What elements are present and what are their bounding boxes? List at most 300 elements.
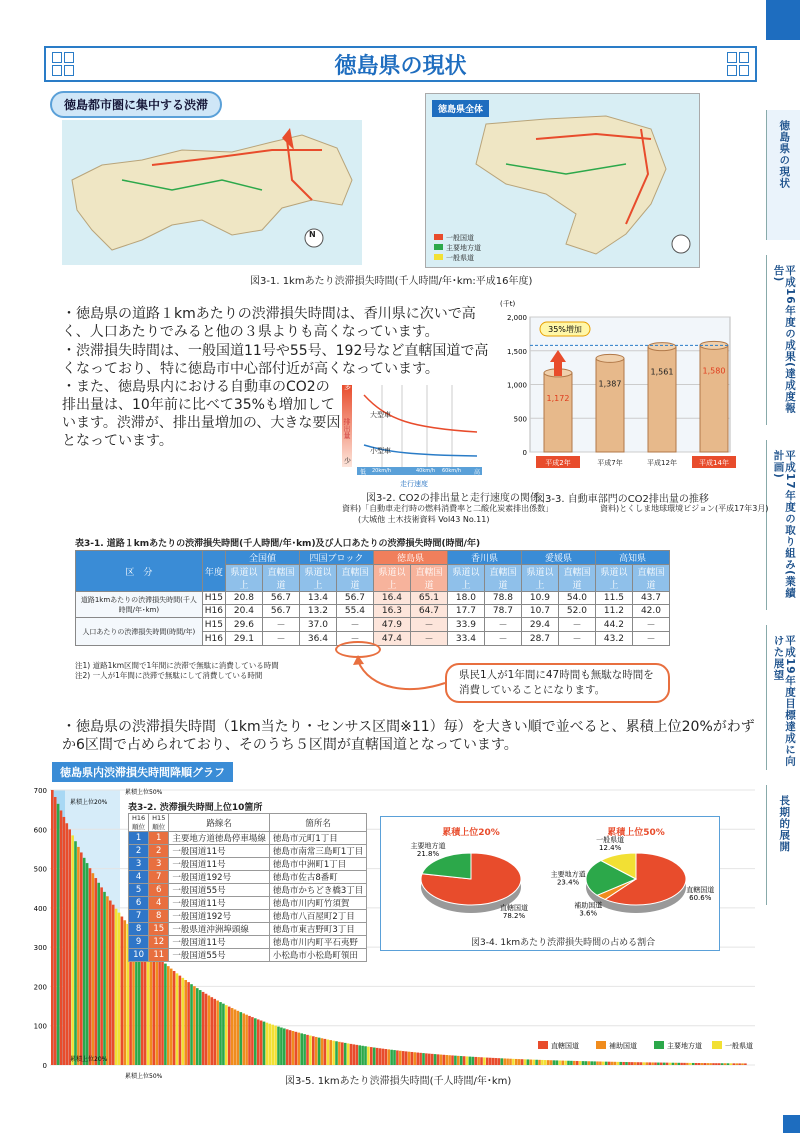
bar: [370, 1047, 373, 1065]
cell-value: 29.4: [521, 618, 558, 632]
bar: [60, 810, 63, 1065]
cell-value: 78.7: [484, 605, 521, 618]
bar: [445, 1055, 448, 1065]
bar: [225, 1005, 228, 1065]
fig32-xtick: 高: [474, 469, 481, 476]
bar: [216, 1001, 219, 1065]
fig32-caption: 図3-2. CO2の排出量と走行速度の関係: [366, 493, 540, 504]
bar: [704, 1063, 707, 1065]
sidebar-tab-h17[interactable]: [766, 440, 800, 610]
y-tick: 0: [522, 449, 527, 457]
bar: [561, 1061, 564, 1065]
bar: [440, 1055, 443, 1065]
fig32-xtick: 20km/h: [372, 468, 391, 474]
fig34-caption: 図3-4. 1kmあたり渋滞損失時間の占める割合: [471, 938, 656, 948]
bar: [54, 797, 57, 1065]
bar: [68, 829, 71, 1065]
cell-value: 一般県道沖洲埠頭線: [169, 923, 270, 936]
bar: [364, 1046, 367, 1065]
bar: [585, 1061, 588, 1065]
bar: [144, 944, 147, 1065]
fig33-svg: [495, 292, 745, 482]
bar: [483, 1057, 486, 1065]
bar: [602, 1062, 605, 1065]
cell-value: 一般国道192号: [169, 910, 270, 923]
sidebar-tab-label: 平成17年度の取り組み(業績計画): [772, 450, 797, 599]
sidebar-tab-label: 徳島県の現状: [778, 120, 791, 189]
y-tick: 300: [33, 944, 47, 953]
bar: [535, 1060, 538, 1065]
cell-value: 43.7: [632, 592, 669, 605]
bar: [242, 1013, 245, 1065]
bar: [422, 1053, 425, 1065]
cell-value: 52.0: [558, 605, 595, 618]
bar: [643, 1062, 646, 1065]
bar: [71, 835, 74, 1065]
bar: [466, 1056, 469, 1065]
bar: [202, 992, 205, 1065]
cell-value: 33.9: [447, 618, 484, 632]
map-section-pill: 徳島都市圏に集中する渋滞: [50, 91, 222, 118]
bar: [419, 1053, 422, 1065]
fig32-ytop: 多: [344, 383, 351, 391]
bar: [712, 1063, 715, 1065]
sidebar-tab-label: 長期的展開: [778, 795, 791, 853]
bar: [733, 1063, 736, 1065]
bar: [489, 1058, 492, 1065]
bar: [498, 1058, 501, 1065]
page-title: 徳島県の現状: [334, 53, 467, 79]
bar: [324, 1039, 327, 1065]
bar: [51, 790, 54, 1065]
cell-year: H15: [202, 618, 225, 632]
col-national: 全国値: [225, 551, 299, 565]
bar: [190, 984, 193, 1065]
sidebar-tab-h16[interactable]: [766, 255, 800, 425]
bar: [443, 1055, 446, 1065]
bar: [414, 1052, 417, 1065]
bar-top: [700, 341, 728, 349]
cell-value: 徳島市南常三島町1丁目: [269, 845, 366, 858]
legend-swatch: [654, 1041, 664, 1049]
bullet-2: ・渋滞損失時間は、一般国道11号や55号、192号など直轄国道で高くなっており、特に徳島市中心部付近が高くなっています。: [62, 343, 489, 377]
cell-value: 一般国道11号: [169, 858, 270, 871]
bar: [680, 1063, 683, 1065]
cell-value: 10.9: [521, 592, 558, 605]
bar: [347, 1043, 350, 1065]
col-route: 路線名: [169, 814, 270, 832]
legend-major: 主要地方道: [446, 244, 481, 252]
sub-header: 県道以上: [595, 565, 632, 592]
cell-value: 55.4: [336, 605, 373, 618]
slice-label-line: 78.2%: [502, 911, 526, 920]
bar: [309, 1036, 312, 1065]
cell-value: 18.0: [447, 592, 484, 605]
table31: [75, 550, 670, 646]
bar: [57, 804, 60, 1065]
fig35-header: 徳島県内渋滞損失時間降順グラフ: [52, 762, 233, 782]
bar: [675, 1063, 678, 1065]
table-row: [129, 897, 367, 910]
bar: [619, 1062, 622, 1065]
legend-swatch: [712, 1041, 722, 1049]
bar: [286, 1029, 289, 1065]
bar: [556, 1060, 559, 1065]
bar: [382, 1049, 385, 1065]
bar: [480, 1057, 483, 1065]
cell-year: H16: [202, 632, 225, 646]
annotation: 35%増加: [548, 325, 582, 334]
bar: [538, 1060, 541, 1065]
bar: [379, 1048, 382, 1065]
bar: [187, 982, 190, 1065]
cell-value: 4: [149, 897, 169, 910]
cell-value: 徳島市かちどき橋3丁目: [269, 884, 366, 897]
bar: [553, 1060, 556, 1065]
cell-value: 10: [129, 949, 149, 962]
bar: [89, 868, 92, 1065]
legend-swatch: [596, 1041, 606, 1049]
bar: [248, 1016, 251, 1065]
bar: [155, 956, 158, 1065]
cell-value: 17.7: [447, 605, 484, 618]
bar: [611, 1062, 614, 1065]
fig33-caption: 図3-3. 自動車部門のCO2排出量の推移: [535, 494, 709, 505]
bar: [327, 1040, 330, 1065]
col-tokushima: 徳島県: [373, 551, 447, 565]
sub-header: 県道以上: [225, 565, 262, 592]
y-tick: 500: [33, 865, 47, 874]
bar: [625, 1062, 628, 1065]
slice-label-line: 補助国道: [574, 901, 603, 910]
bar: [356, 1045, 359, 1065]
bar: [521, 1059, 524, 1065]
sidebar-top-bar: [766, 0, 800, 40]
bar: [208, 995, 211, 1065]
data-label: 1,561: [650, 367, 674, 377]
bar: [596, 1061, 599, 1065]
bar: [254, 1018, 257, 1065]
slice-label-line: 主要地方道: [410, 842, 446, 851]
cell-value: 65.1: [410, 592, 447, 605]
cell-value: －: [336, 632, 373, 646]
bar: [509, 1059, 512, 1065]
bar: [103, 892, 106, 1065]
bar: [695, 1063, 698, 1065]
bar: [115, 909, 118, 1065]
bar: [260, 1021, 263, 1065]
bar: [257, 1019, 260, 1065]
cell-value: 7: [149, 871, 169, 884]
bar: [295, 1032, 298, 1065]
table-row: [129, 858, 367, 871]
bar: [100, 887, 103, 1065]
fig32-source2: (大城他 土木技術資料 Vol43 No.11): [358, 515, 490, 524]
title-deco-left: [52, 52, 74, 76]
bar: [530, 1060, 533, 1065]
bar: [211, 997, 214, 1065]
cell-value: 3: [149, 858, 169, 871]
bar: [564, 1061, 567, 1065]
cell-value: －: [632, 632, 669, 646]
table31-note2: 注2) 一人が1年間に渋滞で無駄にして消費している時間: [75, 671, 263, 680]
bar: [608, 1062, 611, 1065]
bar: [350, 1044, 353, 1065]
bar: [648, 347, 676, 452]
bullet-3: ・また、徳島県内における自動車のCO2の排出量は、10年前に比べて35%も増加しています。渋滞が、排出量増加の、大きな要因となっています。: [62, 379, 341, 449]
cell-value: 1: [129, 832, 149, 845]
cell-value: 56.7: [262, 592, 299, 605]
slice-label: [596, 835, 624, 852]
bar: [660, 1063, 663, 1065]
slice-label: [686, 885, 714, 902]
bar: [170, 969, 173, 1065]
bar: [527, 1059, 530, 1065]
legend-national: 一般国道: [446, 234, 474, 242]
bar: [396, 1050, 399, 1065]
fig32-xtick: 低: [360, 469, 367, 476]
y-tick: 700: [33, 787, 47, 795]
bar: [240, 1012, 243, 1065]
cell-value: 2: [129, 845, 149, 858]
col-h16: H16順位: [129, 814, 149, 832]
bar: [646, 1062, 649, 1065]
fig32-ylabel: 排出量: [343, 418, 351, 439]
bar: [373, 1047, 376, 1065]
pie-svg: [381, 817, 721, 952]
cell-value: 11.2: [595, 605, 632, 618]
bar: [715, 1063, 718, 1065]
bar: [277, 1027, 280, 1065]
bar: [385, 1049, 388, 1065]
cell-value: －: [484, 632, 521, 646]
y-tick: 1,000: [506, 381, 527, 390]
cell-value: 一般国道11号: [169, 845, 270, 858]
bar: [280, 1028, 283, 1065]
bar: [399, 1051, 402, 1065]
cell-value: 徳島市東吉野町3丁目: [269, 923, 366, 936]
cell-value: 37.0: [299, 618, 336, 632]
bar: [271, 1025, 274, 1065]
bar: [329, 1040, 332, 1065]
bar: [477, 1057, 480, 1065]
cell-value: 20.4: [225, 605, 262, 618]
bar: [167, 966, 170, 1065]
bar: [300, 1033, 303, 1065]
page-corner-marker: [783, 1115, 800, 1133]
cell-value: 78.8: [484, 592, 521, 605]
bar: [567, 1061, 570, 1065]
data-label: 1,172: [546, 393, 570, 403]
bar: [640, 1062, 643, 1065]
page-title-bar: [44, 46, 757, 82]
bar: [744, 1063, 747, 1065]
table31-title: 表3-1. 道路１kmあたりの渋滞損失時間(千人時間/年･km)及び人口あたりの渋滞損失時間(時間/年): [75, 539, 481, 549]
bar: [486, 1058, 489, 1065]
bar: [109, 901, 112, 1065]
bar: [150, 950, 153, 1065]
cell-value: 11.5: [595, 592, 632, 605]
sub-header: 直轄国道: [262, 565, 299, 592]
fig32-source1: 資料)「自動車走行時の燃料消費率と二酸化炭素排出係数」: [342, 504, 554, 513]
sub-header: 県道以上: [447, 565, 484, 592]
bar: [588, 1061, 591, 1065]
sidebar-tab-current[interactable]: [766, 110, 800, 240]
table31-body: [76, 592, 670, 646]
col-kochi: 高知県: [595, 551, 669, 565]
y-tick: 400: [33, 904, 47, 913]
north-arrow: N: [309, 230, 316, 239]
bar: [251, 1017, 254, 1065]
bar: [306, 1035, 309, 1065]
bar: [573, 1061, 576, 1065]
bar: [437, 1054, 440, 1065]
fig32-large: 大型車: [370, 411, 391, 419]
bar: [393, 1050, 396, 1065]
bar: [614, 1062, 617, 1065]
y-tick: 600: [33, 826, 47, 835]
cell-value: 一般国道11号: [169, 897, 270, 910]
cell-value: 3: [129, 858, 149, 871]
bar: [617, 1062, 620, 1065]
bar: [97, 883, 100, 1065]
cell-year: H15: [202, 592, 225, 605]
bar: [118, 913, 121, 1065]
bar: [579, 1061, 582, 1065]
bar: [222, 1004, 225, 1065]
bar: [231, 1008, 234, 1065]
bar: [112, 905, 115, 1065]
slice-label-line: 直轄国道: [686, 886, 715, 895]
bar: [570, 1061, 573, 1065]
cell-value: 29.6: [225, 618, 262, 632]
bar: [353, 1044, 356, 1065]
fig32-xtick: 60km/h: [442, 468, 461, 474]
bar: [80, 852, 83, 1065]
sub-header: 県道以上: [373, 565, 410, 592]
table-row: [76, 592, 670, 605]
table-row: [129, 871, 367, 884]
tokushima-map: [425, 93, 700, 268]
bar: [492, 1058, 495, 1065]
pie-title: 累積上位50%: [607, 828, 665, 838]
slice-label-line: 21.8%: [416, 850, 440, 859]
bar: [657, 1063, 660, 1065]
fig32-chart: [342, 380, 487, 480]
bar: [721, 1063, 724, 1065]
bar: [637, 1062, 640, 1065]
table-row: [129, 923, 367, 936]
x-tick: 平成2年: [545, 459, 571, 467]
cell-value: 12: [149, 936, 169, 949]
cell-value: 2: [149, 845, 169, 858]
bar: [701, 1063, 704, 1065]
bar: [367, 1047, 370, 1065]
cell-value: 13.2: [299, 605, 336, 618]
bar: [405, 1051, 408, 1065]
bar: [724, 1063, 727, 1065]
table32-title: 表3-2. 渋滞損失時間上位10箇所: [128, 803, 263, 813]
bar-top: [596, 354, 624, 362]
cell-value: 28.7: [521, 632, 558, 646]
bar: [289, 1030, 292, 1065]
bar: [544, 373, 572, 452]
bar: [179, 976, 182, 1065]
bar: [269, 1024, 272, 1065]
cell-value: 6: [129, 897, 149, 910]
bar: [77, 847, 80, 1065]
table-row: [129, 949, 367, 962]
bar: [683, 1063, 686, 1065]
bar: [182, 978, 185, 1065]
cell-value: 小松島市小松島町領田: [269, 949, 366, 962]
table-row: [129, 845, 367, 858]
cell-value: 主要地方道徳島停車場線: [169, 832, 270, 845]
slice-label: [410, 841, 445, 858]
slice-label: [574, 900, 602, 917]
bar: [666, 1063, 669, 1065]
bar: [318, 1038, 321, 1065]
bar: [199, 990, 202, 1065]
cell-value: －: [558, 632, 595, 646]
sub-header: 直轄国道: [410, 565, 447, 592]
bar: [344, 1043, 347, 1065]
bar: [718, 1063, 721, 1065]
sidebar-tab-long[interactable]: [766, 785, 800, 905]
slice-label-line: 直轄国道: [500, 903, 529, 912]
bar: [193, 986, 196, 1065]
bar: [173, 971, 176, 1065]
bar: [335, 1041, 338, 1065]
bar: [460, 1056, 463, 1065]
row-label: 人口あたりの渋滞損失時間(時間/年): [76, 618, 203, 646]
bar: [541, 1060, 544, 1065]
data-label: 1,387: [598, 379, 622, 389]
sidebar-tab-h19[interactable]: [766, 625, 800, 770]
cell-value: 1: [149, 832, 169, 845]
bar: [176, 973, 179, 1065]
bar: [700, 345, 728, 452]
cell-value: 一般国道11号: [169, 936, 270, 949]
bar: [245, 1015, 248, 1065]
bar: [196, 988, 199, 1065]
bar: [63, 817, 66, 1065]
table-row: [129, 884, 367, 897]
table32-body: [129, 832, 367, 962]
bar: [448, 1055, 451, 1065]
bar: [402, 1051, 405, 1065]
cell-value: 29.1: [225, 632, 262, 646]
fig33-source: 資料)とくしま地球環境ビジョン(平成17年3月): [600, 504, 769, 513]
cell-value: 13.4: [299, 592, 336, 605]
fig33-chart: [495, 292, 745, 482]
cell-value: 徳島市元町1丁目: [269, 832, 366, 845]
y-tick: 1,500: [506, 347, 527, 356]
col-shikoku: 四国ブロック: [299, 551, 373, 565]
cell-value: 15: [149, 923, 169, 936]
bar: [416, 1053, 419, 1065]
bar: [234, 1009, 237, 1065]
data-label: 1,580: [702, 366, 726, 376]
cell-value: 一般国道192号: [169, 871, 270, 884]
cell-value: 5: [129, 884, 149, 897]
cell-value: －: [410, 618, 447, 632]
col-kagawa: 香川県: [447, 551, 521, 565]
bar: [428, 1054, 431, 1065]
bar: [283, 1028, 286, 1065]
cell-value: －: [410, 632, 447, 646]
cell-value: －: [336, 618, 373, 632]
